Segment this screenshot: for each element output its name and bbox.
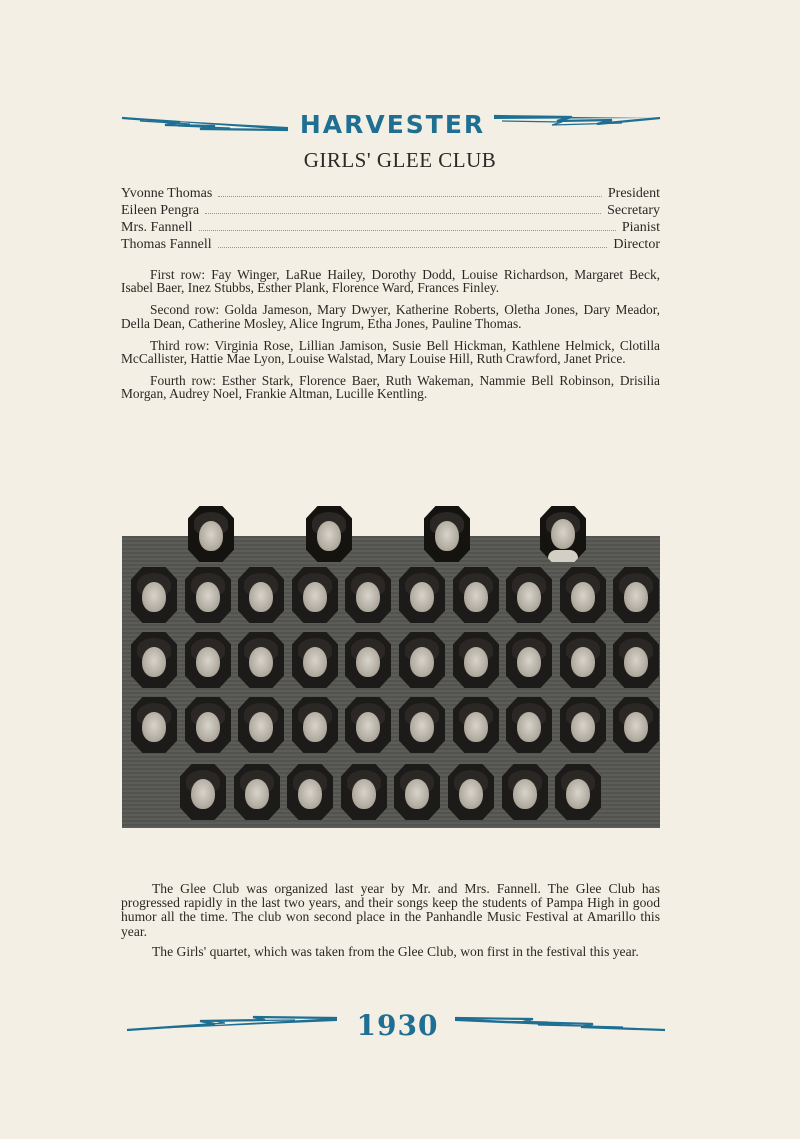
portrait-face	[199, 521, 223, 551]
portrait-face	[571, 712, 595, 742]
portrait-face	[410, 647, 434, 677]
portrait-face	[517, 712, 541, 742]
portrait-face	[196, 647, 220, 677]
member-portrait	[238, 567, 284, 623]
portrait-face	[566, 779, 590, 809]
leader-dots	[218, 237, 608, 248]
page-title: GIRLS' GLEE CLUB	[303, 148, 497, 172]
leader-dots	[218, 186, 602, 197]
portrait-face	[405, 779, 429, 809]
member-portrait	[506, 697, 552, 753]
member-portrait	[292, 632, 338, 688]
officer-row	[121, 237, 660, 254]
right-lightning-ornament	[453, 1008, 668, 1038]
member-portrait	[287, 764, 333, 820]
member-portrait	[453, 567, 499, 623]
portrait-face	[249, 582, 273, 612]
member-portrait	[292, 697, 338, 753]
portrait-face	[245, 779, 269, 809]
portrait-face	[352, 779, 376, 809]
club-description	[121, 882, 660, 965]
member-portrait	[560, 697, 606, 753]
member-portrait	[399, 632, 445, 688]
portrait-face	[303, 712, 327, 742]
leader-dots	[205, 203, 601, 214]
officer-name: Eileen Pengra	[121, 203, 200, 218]
portrait-face	[513, 779, 537, 809]
portrait-face	[571, 647, 595, 677]
portrait-face	[196, 712, 220, 742]
description-paragraph: The Glee Club was organized last year by Mr. and Mrs. Fannell. The Glee Club has progressed rapidly in the last two years, and their songs keep the students of Pampa High in good humor all the time. The club won second place in the Panhandle Music Festival at Amarillo this year.	[121, 881, 660, 939]
portrait-face	[551, 519, 575, 549]
member-portrait	[540, 506, 586, 562]
member-portrait	[613, 632, 659, 688]
officer-name: Thomas Fannell	[121, 237, 212, 252]
member-portrait	[453, 632, 499, 688]
roster-third-row: Third row: Virginia Rose, Lillian Jamison, Susie Bell Hickman, Kathlene Helmick, Clotilla McCallister, Hattie Mae Lyon, Louise Walstad, Mary Louise Hill, Ruth Crawford, Janet Price.	[121, 337, 660, 367]
portrait-face	[249, 647, 273, 677]
member-portrait	[345, 567, 391, 623]
roster-first-row: First row: Fay Winger, LaRue Hailey, Dorothy Dodd, Louise Richardson, Margaret Beck, Isabel Baer, Inez Stubbs, Esther Plank, Florence Ward, Frances Finley.	[121, 267, 660, 296]
member-portrait	[306, 506, 352, 562]
officer-list	[121, 186, 660, 254]
portrait-face	[464, 712, 488, 742]
portrait-face	[464, 582, 488, 612]
portrait-face	[196, 582, 220, 612]
portrait-face	[249, 712, 273, 742]
member-portrait	[131, 632, 177, 688]
portrait-face	[142, 712, 166, 742]
portrait-face	[142, 647, 166, 677]
portrait-face	[303, 647, 327, 677]
portrait-face	[356, 712, 380, 742]
member-portrait	[180, 764, 226, 820]
officer-row	[121, 186, 660, 203]
member-portrait	[399, 567, 445, 623]
officer-row	[121, 203, 660, 220]
portrait-face	[142, 582, 166, 612]
roster-fourth-row: Fourth row: Esther Stark, Florence Baer, Ruth Wakeman, Nammie Bell Robinson, Drisilia Morgan, Audrey Noel, Frankie Altman, Lucille Kentling.	[121, 373, 660, 402]
member-portrait	[345, 632, 391, 688]
officer-name: Mrs. Fannell	[121, 220, 193, 235]
portrait-face	[410, 712, 434, 742]
member-portrait	[292, 567, 338, 623]
member-portrait	[424, 506, 470, 562]
officer-row	[121, 220, 660, 237]
officer-role: Secretary	[607, 203, 660, 218]
member-portrait	[238, 632, 284, 688]
member-portrait	[185, 567, 231, 623]
officer-role: Pianist	[621, 220, 660, 235]
member-portrait	[560, 632, 606, 688]
member-portrait	[345, 697, 391, 753]
member-roster	[121, 268, 660, 410]
officer-role: Director	[613, 237, 660, 252]
officer-role: President	[607, 186, 660, 201]
member-portrait	[448, 764, 494, 820]
portrait-face	[317, 521, 341, 551]
description-paragraph: The Girls' quartet, which was taken from the Glee Club, won first in the festival this year.	[152, 943, 639, 959]
footer-banner	[125, 1008, 670, 1044]
member-portrait	[506, 632, 552, 688]
member-portrait	[394, 764, 440, 820]
header-banner	[120, 108, 665, 144]
member-portrait	[613, 567, 659, 623]
portrait-face	[410, 582, 434, 612]
portrait-face	[624, 582, 648, 612]
yearbook-title: HARVESTER	[299, 110, 486, 139]
member-portrait	[453, 697, 499, 753]
portrait-face	[517, 582, 541, 612]
roster-second-row: Second row: Golda Jameson, Mary Dwyer, Katherine Roberts, Oletha Jones, Dary Meador, Della Dean, Catherine Mosley, Alice Ingrum, Etha Jones, Pauline Thomas.	[121, 302, 660, 331]
portrait-face	[459, 779, 483, 809]
right-lightning-ornament	[492, 108, 662, 138]
portrait-face	[435, 521, 459, 551]
portrait-face	[191, 779, 215, 809]
portrait-face	[298, 779, 322, 809]
footer-year: 1930	[356, 1009, 439, 1042]
portrait-face	[464, 647, 488, 677]
member-portrait	[185, 632, 231, 688]
member-portrait	[238, 697, 284, 753]
member-portrait	[502, 764, 548, 820]
member-portrait	[613, 697, 659, 753]
member-portrait	[188, 506, 234, 562]
member-portrait	[341, 764, 387, 820]
member-portrait	[234, 764, 280, 820]
portrait-face	[571, 582, 595, 612]
officer-name: Yvonne Thomas	[121, 186, 213, 201]
portrait-face	[517, 647, 541, 677]
portrait-face	[303, 582, 327, 612]
portrait-face	[356, 647, 380, 677]
portrait-face	[356, 582, 380, 612]
portrait-face	[624, 647, 648, 677]
member-portrait	[185, 697, 231, 753]
member-portrait	[560, 567, 606, 623]
leader-dots	[199, 220, 616, 231]
member-portrait	[131, 567, 177, 623]
portrait-face	[624, 712, 648, 742]
member-portrait	[399, 697, 445, 753]
member-portrait	[506, 567, 552, 623]
member-portrait	[131, 697, 177, 753]
member-portrait	[555, 764, 601, 820]
